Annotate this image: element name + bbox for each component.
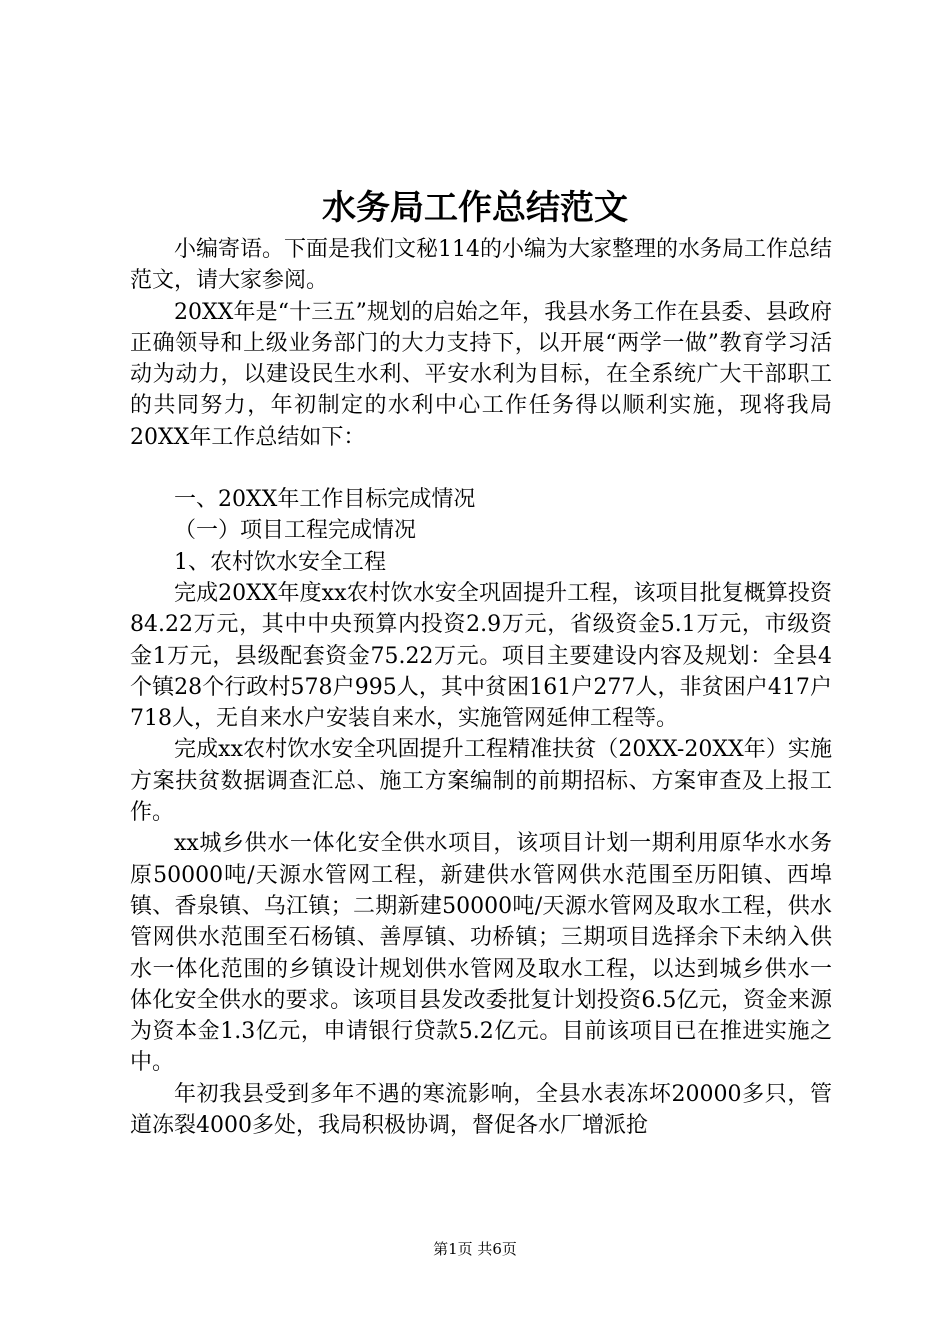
body-paragraph: 年初我县受到多年不遇的寒流影响，全县水表冻坏20000多只，管道冻裂4000多处，我局积极协调，督促各水厂增派抢 bbox=[130, 1081, 832, 1139]
body-paragraph: 完成20XX年度xx农村饮水安全巩固提升工程，该项目批复概算投资84.22万元，其中中央预算内投资2.9万元，省级资金5.1万元，市级资金1万元，县级配套资金75.22万元。项目主要建设内容及规划：全县4个镇28个行政村578户995人，其中贫困161户277人，非贫困户417户718人，无自来水户安装自来水，实施管网延伸工程等。 bbox=[130, 580, 832, 732]
paragraph-gap bbox=[130, 453, 832, 484]
document-body bbox=[130, 234, 832, 1141]
page-footer: 第1页 共6页 bbox=[433, 1240, 517, 1258]
section-heading: 一、20XX年工作目标完成情况 bbox=[174, 487, 476, 513]
body-paragraph: 完成xx农村饮水安全巩固提升工程精准扶贫（20XX-20XX年）实施方案扶贫数据调查汇总、施工方案编制的前期招标、方案审查及上报工作。 bbox=[130, 737, 832, 826]
body-paragraph: xx城乡供水一体化安全供水项目，该项目计划一期利用原华水水务原50000吨/天源水管网工程，新建供水管网供水范围至历阳镇、西埠镇、香泉镇、乌江镇；二期新建50000吨/天源水管网及取水工程，供水管网供水范围至石杨镇、善厚镇、功桥镇；三期项目选择余下未纳入供水一体化范围的乡镇设计规划供水管网及取水工程，以达到城乡供水一体化安全供水的要求。该项目县发改委批复计划投资6.5亿元，资金来源为资本金1.3亿元，申请银行贷款5.2亿元。目前该项目已在推进实施之中。 bbox=[130, 831, 832, 1076]
subsection-heading: （一）项目工程完成情况 bbox=[174, 518, 417, 544]
summary-paragraph: 20XX年是“十三五”规划的启始之年，我县水务工作在县委、县政府正确领导和上级业务部门的大力支持下，以开展“两学一做”教育学习活动为动力，以建设民生水利、平安水利为目标，在全系统广大干部职工的共同努力，年初制定的水利中心工作任务得以顺利实施，现将我局20XX年工作总结如下： bbox=[130, 299, 832, 450]
item-heading: 1、农村饮水安全工程 bbox=[174, 549, 386, 575]
intro-paragraph: 小编寄语。下面是我们文秘114的小编为大家整理的水务局工作总结范文，请大家参阅。 bbox=[130, 237, 832, 294]
document-title: 水务局工作总结范文 bbox=[322, 188, 628, 228]
